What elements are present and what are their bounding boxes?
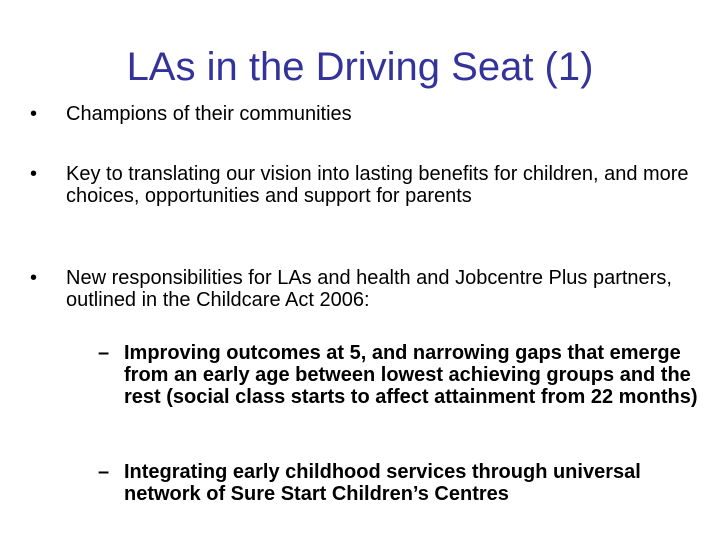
sub-bullet-text: Improving outcomes at 5, and narrowing gaps that emerge from an early age between lowest achieving groups and the rest (social class starts to affect attainment from 22 months) <box>124 342 698 408</box>
sub-bullet-text: Integrating early childhood services through universal network of Sure Start Children’s Centres <box>124 461 641 505</box>
bullet-item <box>30 267 690 311</box>
bullet-icon: • <box>30 267 38 289</box>
sub-bullet-item <box>98 342 698 408</box>
bullet-text: New responsibilities for LAs and health and Jobcentre Plus partners, outlined in the Childcare Act 2006: <box>66 267 672 311</box>
dash-icon: – <box>98 342 110 364</box>
bullet-item <box>30 163 690 207</box>
sub-bullet-item <box>98 461 698 505</box>
bullet-item <box>30 103 690 125</box>
bullet-text: Key to translating our vision into lasting benefits for children, and more choices, opportunities and support for parents <box>66 163 689 207</box>
dash-icon: – <box>98 461 110 483</box>
bullet-text: Champions of their communities <box>66 103 352 125</box>
bullet-icon: • <box>30 163 38 185</box>
slide-title: LAs in the Driving Seat (1) <box>126 45 594 89</box>
bullet-icon: • <box>30 103 38 125</box>
